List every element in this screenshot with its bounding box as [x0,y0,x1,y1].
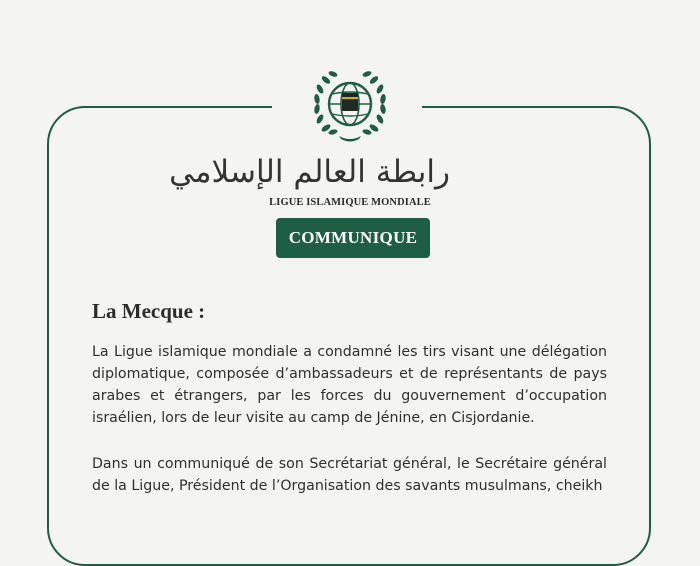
arabic-logo-text: رابطة العالم الإسلامي [169,154,450,190]
dateline: La Mecque : [92,299,206,323]
communique-badge: COMMUNIQUE [276,218,430,258]
organization-name: LIGUE ISLAMIQUE MONDIALE [269,197,431,208]
globe-laurel-emblem-icon [309,66,391,146]
paragraph-1: La Ligue islamique mondiale a condamné les tirs visant une délégation diplomatique, composée d’ambassadeurs et de représentants de pays arabes et étrangers, par les forces du gouvernement d’occupation israélien, lors de leur visite au camp de Jénine, en Cisjordanie. [92,344,607,426]
paragraph-2: Dans un communiqué de son Secrétariat général, le Secrétaire général de la Ligue, Président de l’Organisation des savants musulmans, cheikh [92,456,607,494]
